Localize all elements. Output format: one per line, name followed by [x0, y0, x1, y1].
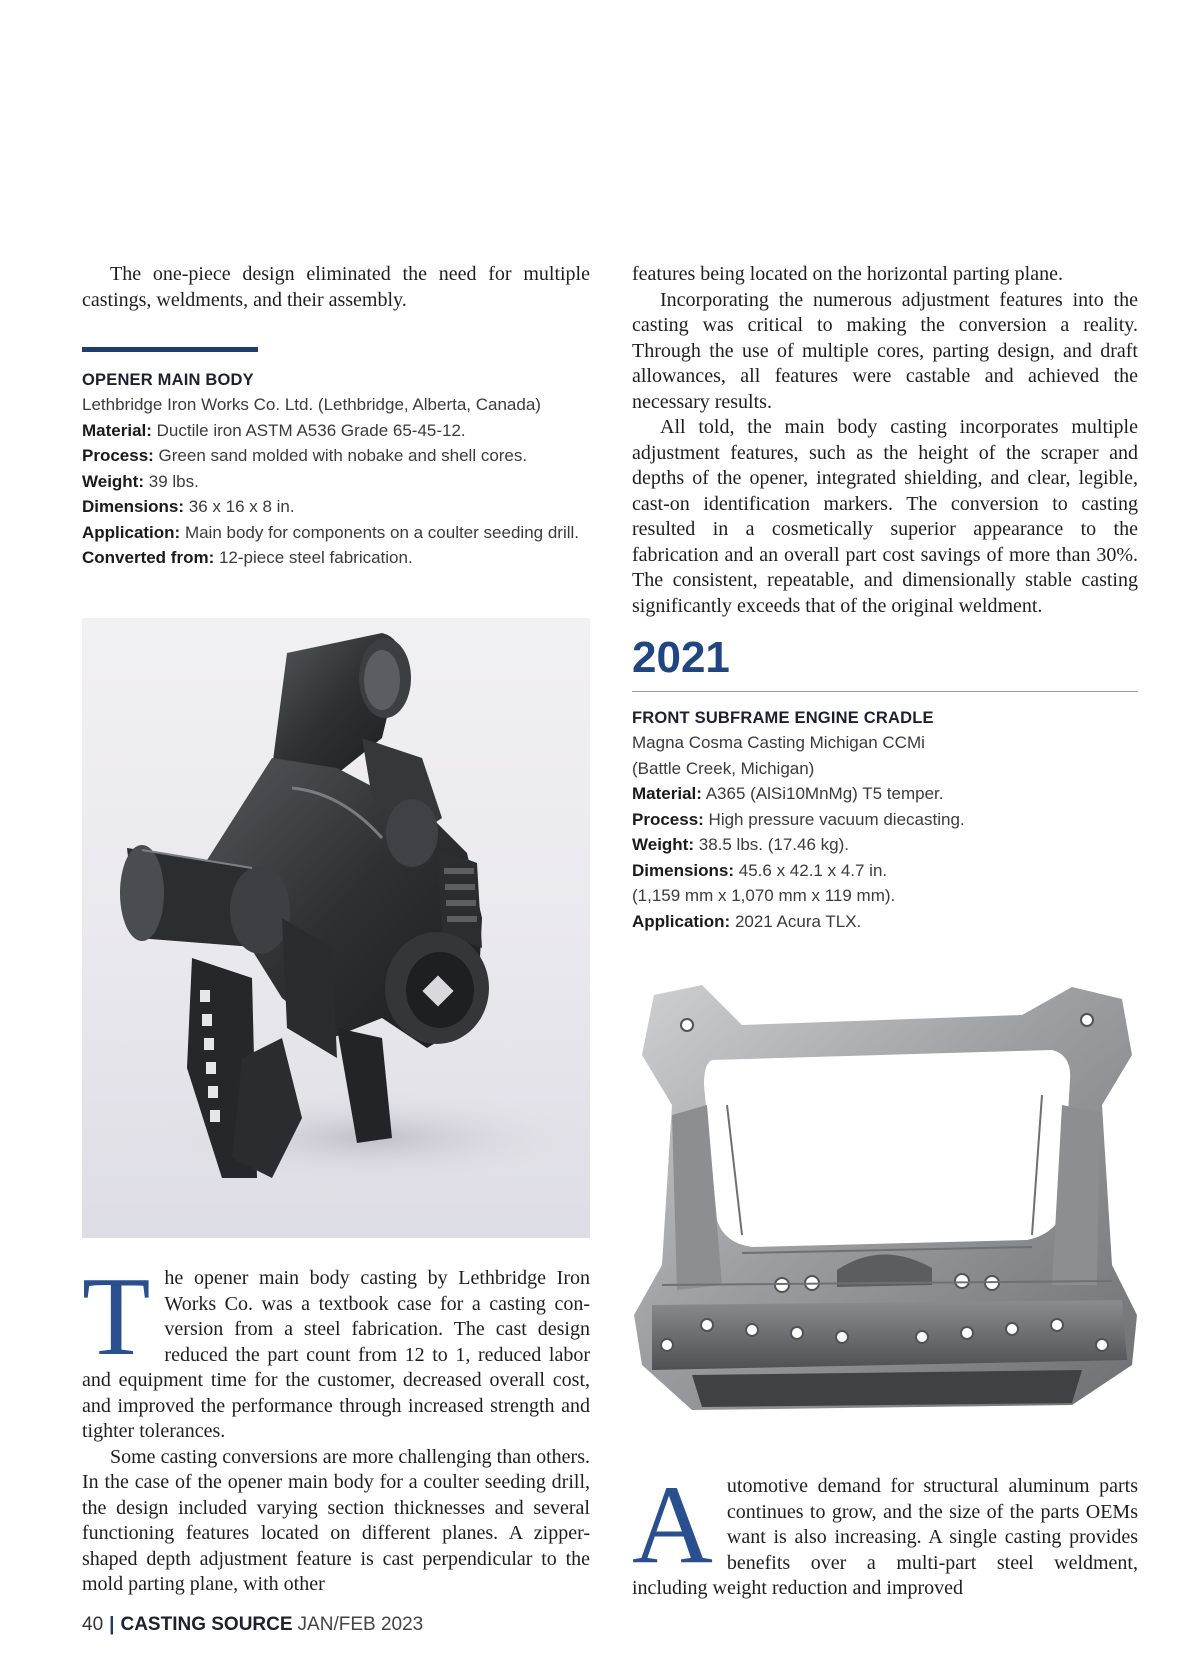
spec-heading: FRONT SUBFRAME ENGINE CRADLE — [632, 709, 934, 727]
right-column — [632, 262, 1138, 934]
footer-separator: | — [109, 1614, 115, 1635]
section-rule — [82, 347, 258, 352]
spec-dimensions: Dimensions: 45.6 x 42.1 x 4.7 in. — [632, 860, 888, 880]
intro-paragraph: The one-piece design eliminated the need for multiple castings, weldments, and their assembly. — [82, 263, 590, 311]
spec-dimensions: Dimensions: 36 x 16 x 8 in. — [82, 497, 295, 516]
spec-material: Material: A365 (AlSi10MnMg) T5 temper. — [632, 784, 944, 803]
page-footer — [82, 1614, 423, 1636]
page-number: 40 — [82, 1614, 104, 1635]
right-body-text — [632, 1463, 1138, 1602]
spec-weight: Weight: 39 lbs. — [82, 471, 199, 491]
spec-weight: Weight: 38.5 lbs. (17.46 kg). — [632, 835, 849, 854]
spec-company: Lethbridge Iron Works Co. Ltd. (Lethbridge, Alberta, Canada) — [82, 395, 541, 414]
spec-process: Process: High pressure vacuum diecasting. — [632, 809, 965, 829]
cradle-body-paragraph: Automotive demand for structural aluminum parts continues to grow, and the size of the parts OEMs want is also increasing. A single casting provides benefits over a multi-part steel weldment, including weight reduction and improved — [632, 1463, 1138, 1599]
spec-dimensions-metric: (1,159 mm x 1,070 mm x 119 mm). — [632, 886, 896, 905]
publication-name: CASTING SOURCE — [120, 1614, 293, 1635]
left-column — [82, 262, 590, 571]
spec-company-1: Magna Cosma Casting Michigan CCMi — [632, 733, 925, 752]
opener-main-body-photo — [82, 618, 590, 1238]
engine-cradle-photo — [632, 985, 1138, 1425]
continued-line: features being located on the horizontal parting plane. — [632, 263, 1063, 285]
spec-heading: OPENER MAIN BODY — [82, 371, 254, 389]
spec-material: Material: Ductile iron ASTM A536 Grade 65-45-12. — [82, 420, 466, 440]
dropcap-t: T — [82, 1255, 151, 1379]
dropcap-a: A — [632, 1463, 713, 1587]
spec-block-opener — [82, 368, 590, 571]
spec-converted: Converted from: 12-piece steel fabrication. — [82, 548, 413, 567]
opener-body-paragraph-2: Some casting conversions are more challenging than others. In the case of the opener main body for a coulter seeding drill, the design included varying section thicknesses and several functioning features located on different planes. A zipper-shaped depth adjustment feature is cast perpendicular to the mold parting plane, with other — [82, 1445, 590, 1595]
left-body-text — [82, 1255, 590, 1598]
spec-application: Application: 2021 Acura TLX. — [632, 911, 862, 931]
spec-block-subframe — [632, 706, 1138, 934]
right-paragraph-3: All told, the main body casting incorporates multiple adjustment features, such as the height of the scraper and depths of the opener, integrated shielding, and clear, legible, cast-on identification markers. The conversion to casting resulted in a cosmetically superior appearance to the fabrication and an overall part cost savings of more than 30%. The consistent, repeatable, and dimensionally stable casting significantly exceeds that of the original weldment. — [632, 416, 1138, 617]
spec-application: Application: Main body for components on a coulter seeding drill. — [82, 522, 579, 542]
right-paragraph-2: Incorporating the numerous adjustment features into the casting was critical to making the conversion a reality. Through the use of multiple cores, parting design, and draft allowances, all features were castable and achieved the necessary results. — [632, 288, 1138, 413]
spec-company-2: (Battle Creek, Michigan) — [632, 758, 815, 778]
spec-process: Process: Green sand molded with nobake and shell cores. — [82, 446, 528, 465]
year-rule — [632, 691, 1138, 692]
year-heading: 2021 — [632, 633, 730, 682]
opener-body-paragraph-1: The opener main body casting by Lethbridge Iron Works Co. was a textbook case for a casting conversion from a steel fabrication. The cast design reduced the part count from 12 to 1, reduced labor and equipment time for the customer, decreased overall cost, and improved the performance through increased strength and tighter tolerances. — [82, 1255, 590, 1442]
issue-date: JAN/FEB 2023 — [297, 1614, 424, 1635]
